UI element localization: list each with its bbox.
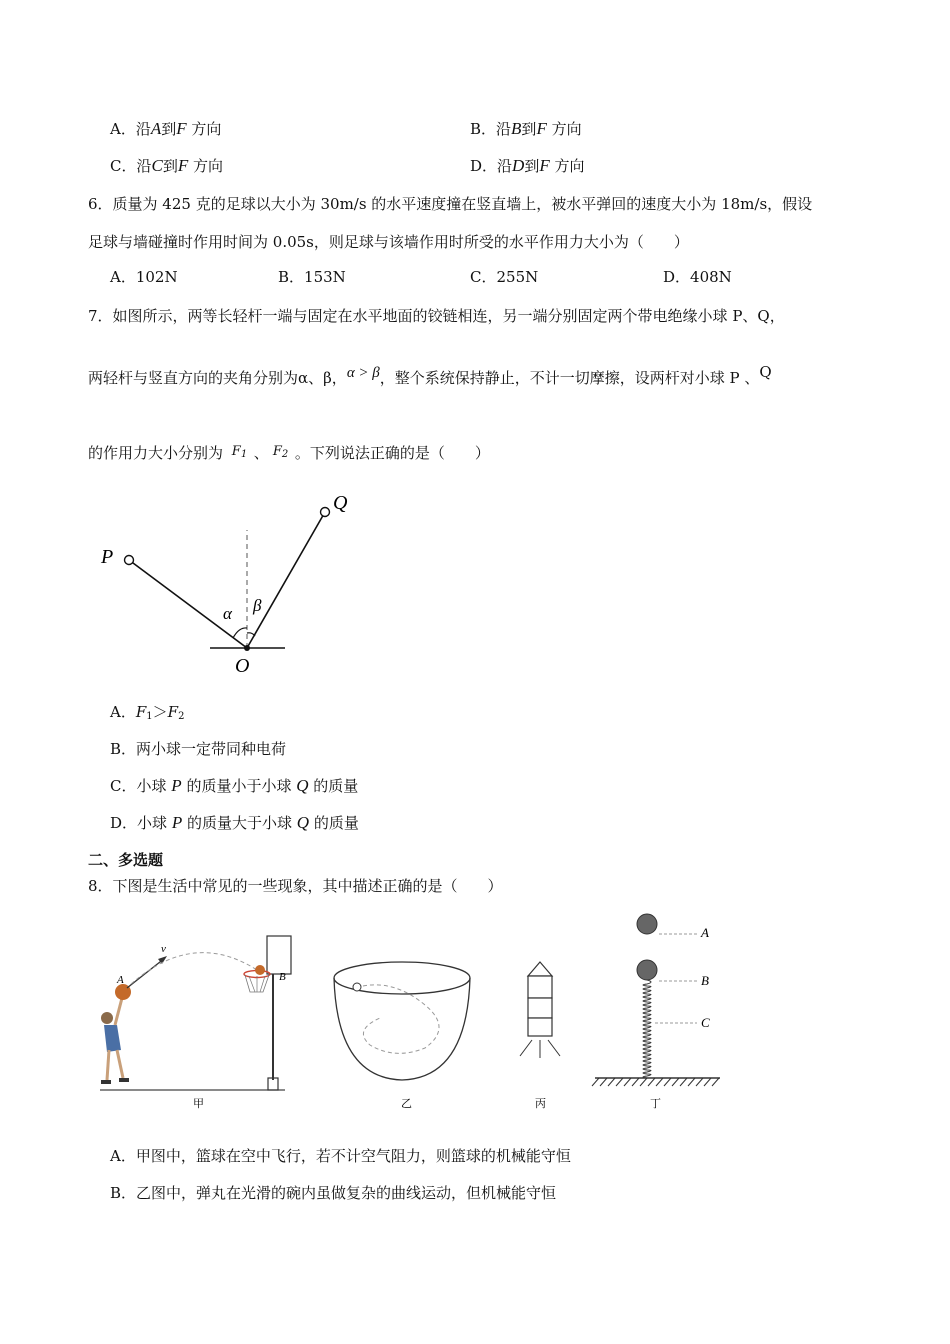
- label-v: v: [161, 943, 166, 955]
- q7-option-c: C．小球 P 的质量小于小球 Q 的质量: [110, 776, 359, 795]
- label-yi: 乙: [401, 1097, 412, 1110]
- q8-stem: 8．下图是生活中常见的一些现象，其中描述正确的是（ ）: [88, 877, 503, 895]
- q7-label-beta: β: [253, 596, 262, 615]
- q6-stem-line1: 6．质量为 425 克的足球以大小为 30m/s 的水平速度撞在竖直墙上，被水平弹回的速度大小为 18m/s，假设: [88, 195, 813, 213]
- q6-option-d: D．408N: [663, 268, 732, 286]
- q8-figure: [95, 910, 725, 1120]
- q8-option-b: B．乙图中，弹丸在光滑的碗内虽做复杂的曲线运动，但机械能守恒: [110, 1184, 557, 1202]
- q7-label-o: O: [235, 655, 250, 677]
- q7-label-q: Q: [333, 492, 348, 514]
- section-title-multiple-choice: 二、多选题: [88, 851, 164, 869]
- label-b-ding: B: [701, 973, 709, 988]
- figure-ding-spring: [592, 914, 720, 1110]
- q5-option-c: C．沿C到F 方向: [110, 156, 224, 175]
- q7-stem-line3: 的作用力大小分别为 $F_1$ 、 $F_2$ 。下列说法正确的是（ ）: [88, 444, 490, 462]
- label-a-ding: A: [701, 925, 709, 940]
- label-jia: 甲: [193, 1097, 204, 1110]
- q7-option-b: B．两小球一定带同种电荷: [110, 740, 287, 758]
- label-bing: 丙: [535, 1097, 546, 1110]
- label-a-jia: A: [117, 974, 124, 986]
- q7-stem-line1: 7．如图所示，两等长轻杆一端与固定在水平地面的铰链相连，另一端分别固定两个带电绝缘小球 P、Q，: [88, 307, 785, 325]
- q5-option-b: B．沿B到F 方向: [470, 119, 582, 138]
- q7-figure: [95, 485, 348, 680]
- q7-stem-line2: 两轻杆与竖直方向的夹角分别为α、β，α > β，整个系统保持静止，不计一切摩擦，设两杆对小球 P 、Q: [88, 363, 772, 387]
- label-c-ding: C: [701, 1015, 710, 1030]
- q6-stem-line2: 足球与墙碰撞时作用时间为 0.05s，则足球与该墙作用时所受的水平作用力大小为（ ）: [88, 233, 689, 251]
- q6-option-b: B．153N: [278, 268, 346, 286]
- q7-label-p: P: [101, 546, 114, 568]
- q7-option-a: A．$F_1>F_2$: [110, 703, 185, 722]
- q7-option-d: D．小球 P 的质量大于小球 Q 的质量: [110, 813, 359, 832]
- figure-jia-basketball: [100, 936, 291, 1110]
- label-ding: 丁: [650, 1097, 661, 1110]
- q5-option-d: D．沿D到F 方向: [470, 156, 585, 175]
- figure-bing-rocket: [520, 962, 560, 1110]
- q6-option-a: A．102N: [110, 268, 178, 286]
- figure-yi-bowl: [334, 962, 470, 1110]
- q7-label-alpha: α: [223, 604, 232, 623]
- label-b-jia: B: [279, 971, 286, 983]
- q6-option-c: C．255N: [470, 268, 539, 286]
- q5-option-a: A．沿A到F 方向: [110, 119, 222, 138]
- q8-option-a: A．甲图中，篮球在空中飞行，若不计空气阻力，则篮球的机械能守恒: [110, 1147, 571, 1165]
